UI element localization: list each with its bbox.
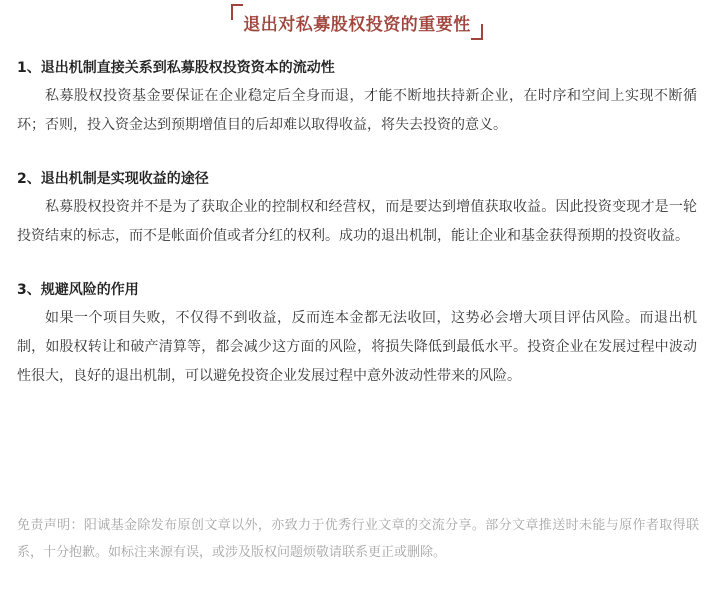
title-corner-bottom-right xyxy=(471,24,483,40)
section-heading: 1、退出机制直接关系到私募股权投资资本的流动性 xyxy=(17,60,335,76)
title-frame xyxy=(231,4,483,40)
section-heading: 3、规避风险的作用 xyxy=(17,282,139,298)
section-returns xyxy=(17,165,697,251)
section-liquidity xyxy=(17,54,697,140)
title-corner-top-left xyxy=(231,4,243,20)
section-paragraph: 如果一个项目失败，不仅得不到收益，反而连本金都无法收回，这势必会增大项目评估风险。而退出机制，如股权转让和破产清算等，都会减少这方面的风险，将损失降低到最低水平。投资企业在发展过程中波动性很大，良好的退出机制，可以避免投资企业发展过程中意外波动性带来的风险。 xyxy=(17,310,697,384)
section-risk xyxy=(17,276,697,391)
article-body xyxy=(17,54,697,416)
page-title: 退出对私募股权投资的重要性 xyxy=(243,14,471,35)
title-banner xyxy=(0,4,714,40)
section-heading: 2、退出机制是实现收益的途径 xyxy=(17,171,209,187)
section-paragraph: 私募股权投资基金要保证在企业稳定后全身而退，才能不断地扶持新企业，在时序和空间上实现不断循环；否则，投入资金达到预期增值目的后却难以取得收益，将失去投资的意义。 xyxy=(17,88,697,133)
section-paragraph: 私募股权投资并不是为了获取企业的控制权和经营权，而是要达到增值获取收益。因此投资变现才是一轮投资结束的标志，而不是帐面价值或者分红的权利。成功的退出机制，能让企业和基金获得预期的投资收益。 xyxy=(17,199,697,244)
disclaimer-text: 免责声明：阳诚基金除发布原创文章以外，亦致力于优秀行业文章的交流分享。部分文章推送时未能与原作者取得联系，十分抱歉。如标注来源有误，或涉及版权问题烦敬请联系更正或删除。 xyxy=(17,518,699,560)
